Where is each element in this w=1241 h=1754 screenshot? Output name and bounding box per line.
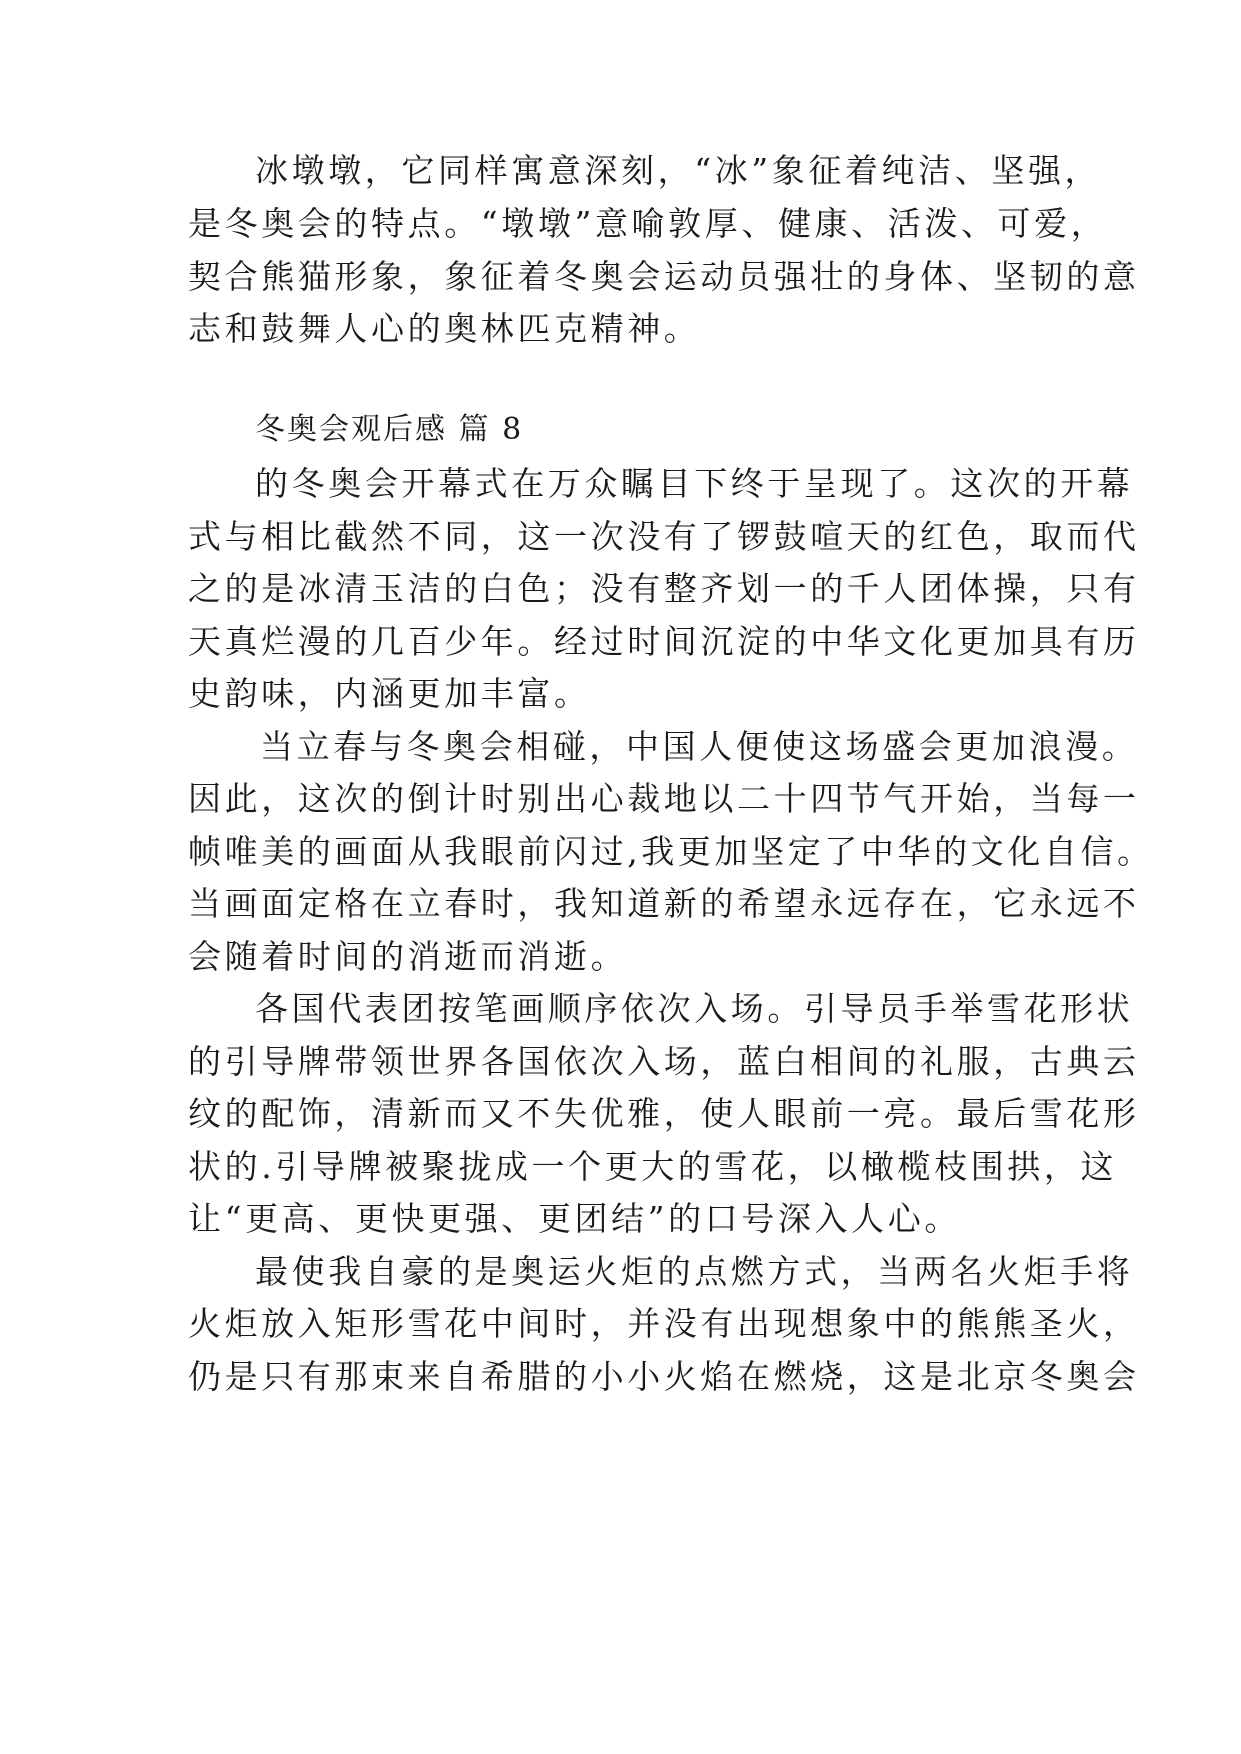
section-heading: 冬奥会观后感 篇 8 — [255, 412, 524, 447]
paragraph-3-line-1: 当立春与冬奥会相碰，中国人便使这场盛会更加浪漫。 — [260, 727, 1139, 766]
paragraph-4-line-5: 让“更高、更快更强、更团结”的口号深入人心。 — [188, 1199, 961, 1238]
paragraph-2-line-4: 天真烂漫的几百少年。经过时间沉淀的中华文化更加具有历 — [188, 622, 1140, 661]
paragraph-1-line-4: 志和鼓舞人心的奥林匹克精神。 — [188, 309, 701, 348]
paragraph-1-line-1: 冰墩墩，它同样寓意深刻，“冰”象征着纯洁、坚强， — [255, 151, 1102, 190]
paragraph-5-line-3: 仍是只有那束来自希腊的小小火焰在燃烧，这是北京冬奥会 — [188, 1357, 1140, 1396]
paragraph-1-line-2: 是冬奥会的特点。“墩墩”意喻敦厚、健康、活泼、可爱， — [188, 204, 1108, 243]
paragraph-4-line-2: 的引导牌带领世界各国依次入场，蓝白相间的礼服，古典云 — [188, 1042, 1140, 1081]
paragraph-4-line-1: 各国代表团按笔画顺序依次入场。引导员手举雪花形状 — [255, 989, 1134, 1028]
paragraph-4-line-3: 纹的配饰，清新而又不失优雅，使人眼前一亮。最后雪花形 — [188, 1094, 1140, 1133]
paragraph-1-line-3: 契合熊猫形象，象征着冬奥会运动员强壮的身体、坚韧的意 — [188, 257, 1140, 296]
paragraph-5-line-1: 最使我自豪的是奥运火炬的点燃方式，当两名火炬手将 — [255, 1252, 1134, 1291]
paragraph-5-line-2: 火炬放入矩形雪花中间时，并没有出现想象中的熊熊圣火， — [188, 1304, 1140, 1343]
paragraph-2-line-3: 之的是冰清玉洁的白色；没有整齐划一的千人团体操，只有 — [188, 569, 1140, 608]
paragraph-3-line-5: 会随着时间的消逝而消逝。 — [188, 937, 628, 976]
paragraph-3-line-2: 因此，这次的倒计时别出心裁地以二十四节气开始，当每一 — [188, 779, 1140, 818]
paragraph-2-line-5: 史韵味，内涵更加丰富。 — [188, 674, 591, 713]
paragraph-2-line-2: 式与相比截然不同，这一次没有了锣鼓喧天的红色，取而代 — [188, 517, 1140, 556]
paragraph-4-line-4: 状的.引导牌被聚拢成一个更大的雪花，以橄榄枝围拱，这 — [188, 1147, 1118, 1186]
paragraph-2-line-1: 的冬奥会开幕式在万众瞩目下终于呈现了。这次的开幕 — [255, 464, 1134, 503]
paragraph-3-line-4: 当画面定格在立春时，我知道新的希望永远存在，它永远不 — [188, 884, 1140, 923]
paragraph-3-line-3: 帧唯美的画面从我眼前闪过,我更加坚定了中华的文化自信。 — [188, 832, 1154, 871]
